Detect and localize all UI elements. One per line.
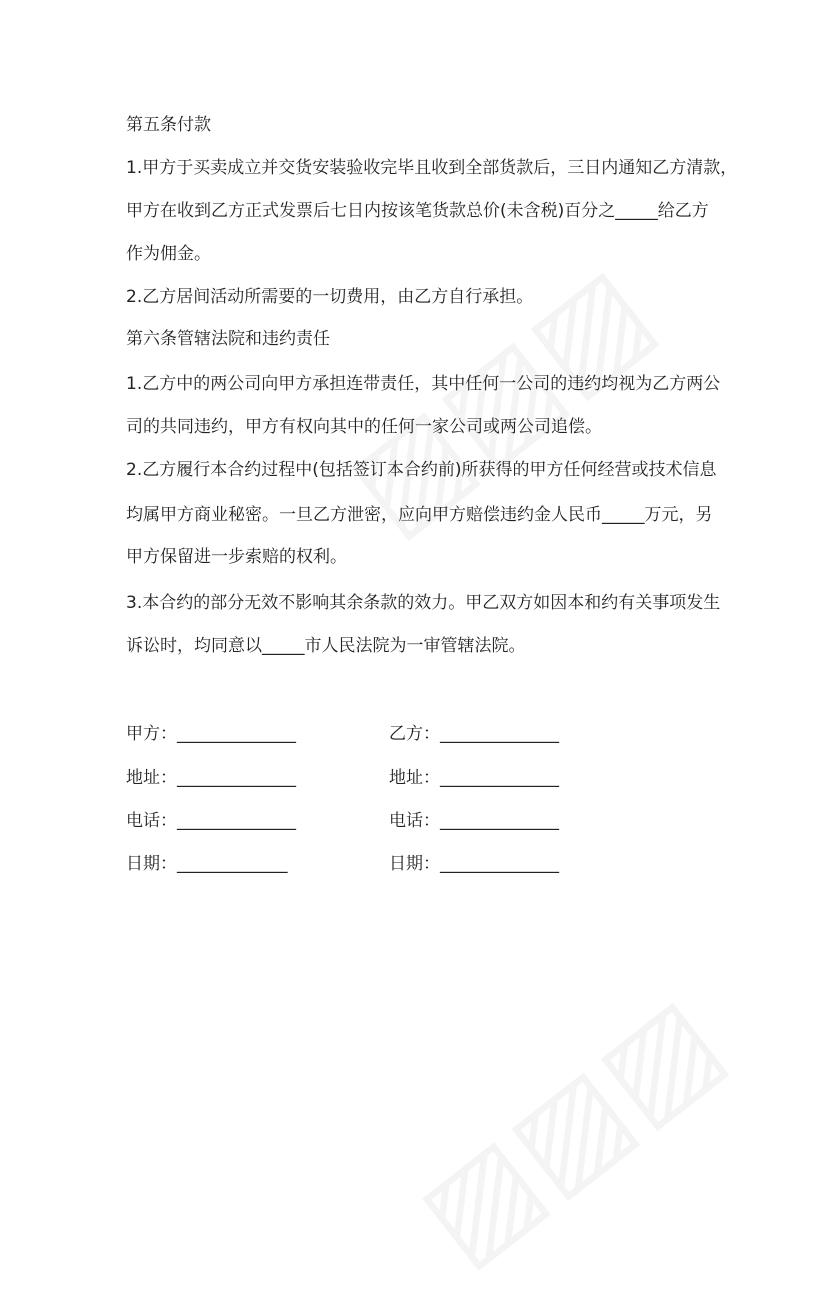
- section-heading-jurisdiction: 第六条管辖法院和违约责任: [126, 329, 330, 349]
- party-a-address-field: 地址：______________: [126, 768, 296, 788]
- section-heading-payment: 第五条付款: [126, 115, 211, 135]
- paragraph-line: 诉讼时，均同意以_____市人民法院为一审管辖法院。: [126, 636, 526, 656]
- paragraph-line: 司的共同违约，甲方有权向其中的任何一家公司或两公司追偿。: [126, 417, 602, 437]
- party-a-field: 甲方：______________: [126, 724, 296, 744]
- paragraph-line: 作为佣金。: [126, 244, 211, 264]
- party-b-phone-field: 电话：______________: [389, 811, 559, 831]
- paragraph-line: 2.乙方履行本合约过程中(包括签订本合约前)所获得的甲方任何经营或技术信息: [126, 460, 717, 480]
- paragraph-line: 均属甲方商业秘密。一旦乙方泄密，应向甲方赔偿违约金人民币_____万元，另: [126, 505, 713, 525]
- paragraph-line: 2.乙方居间活动所需要的一切费用，由乙方自行承担。: [126, 287, 534, 307]
- party-a-date-field: 日期：_____________: [126, 854, 288, 874]
- party-b-date-field: 日期：______________: [389, 854, 559, 874]
- paragraph-line: 甲方在收到乙方正式发票后七日内按该笔货款总价(未含税)百分之_____给乙方: [126, 201, 709, 221]
- paragraph-line: 3.本合约的部分无效不影响其余条款的效力。甲乙双方如因本和约有关事项发生: [126, 593, 721, 613]
- paragraph-line: 1.乙方中的两公司向甲方承担连带责任，其中任何一公司的违约均视为乙方两公: [126, 374, 721, 394]
- party-a-phone-field: 电话：______________: [126, 811, 296, 831]
- paragraph-line: 甲方保留进一步索赔的权利。: [126, 547, 347, 567]
- watermark: [393, 970, 747, 1289]
- party-b-field: 乙方：______________: [389, 724, 559, 744]
- party-b-address-field: 地址：______________: [389, 768, 559, 788]
- paragraph-line: 1.甲方于买卖成立并交货安装验收完毕且收到全部货款后，三日内通知乙方清款，: [126, 158, 738, 178]
